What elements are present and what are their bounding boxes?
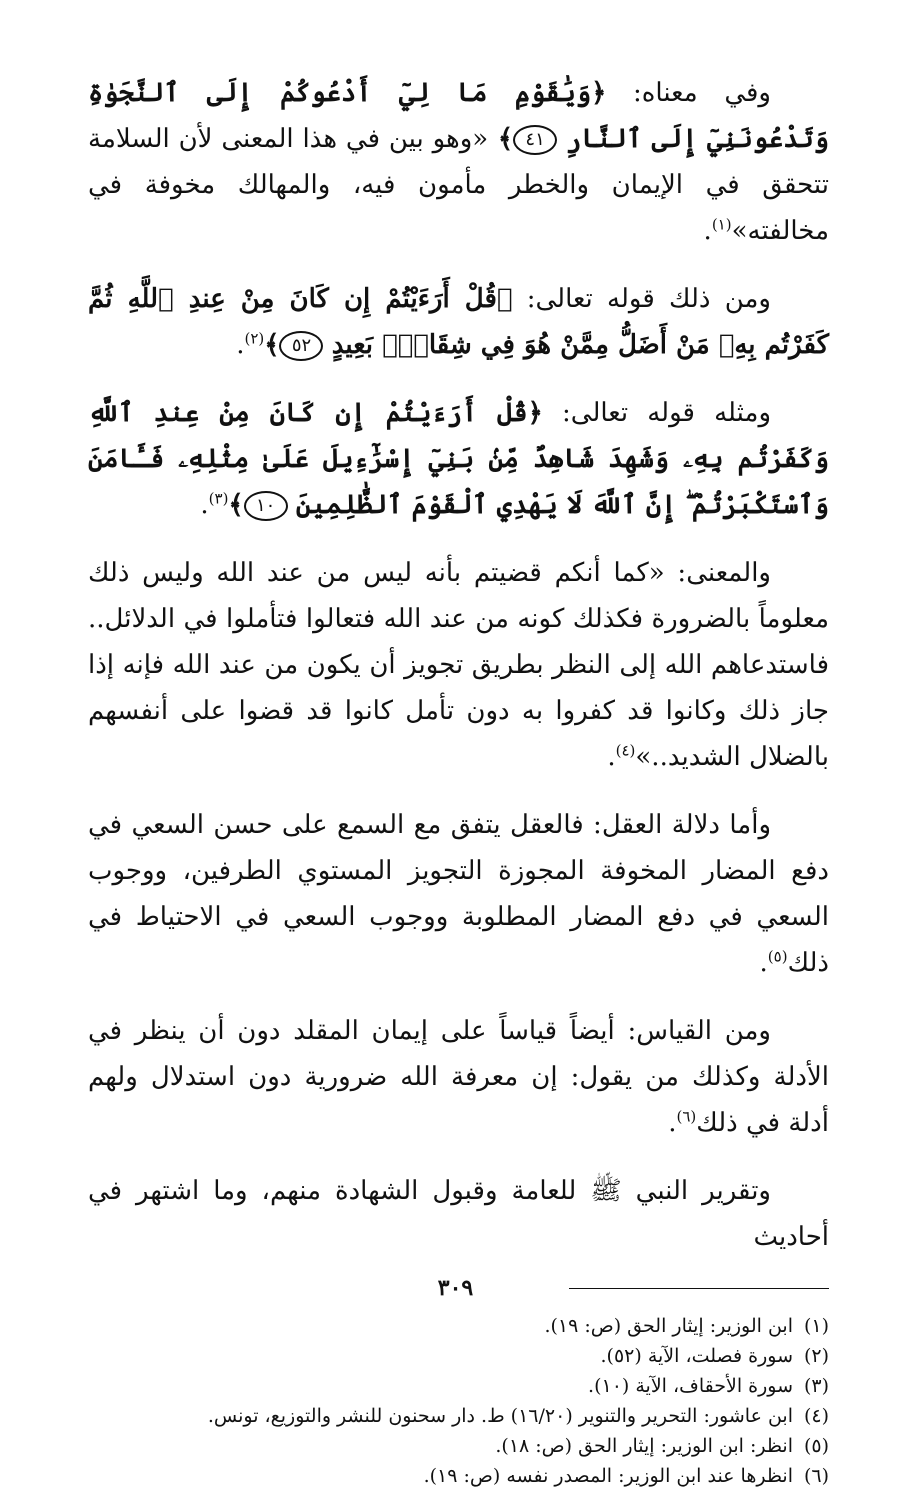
footnote-item <box>88 1371 829 1401</box>
footnote-text: ابن الوزير: إيثار الحق (ص: ١٩). <box>544 1315 793 1337</box>
ayah-number: ٤١ <box>513 125 557 155</box>
paragraph-4 <box>88 550 829 780</box>
footnote-number: (٢) <box>803 1345 829 1367</box>
footnote-ref[interactable]: (١) <box>711 215 732 234</box>
paragraph-6 <box>88 1008 829 1146</box>
paragraph-text: والمعنى: «كما أنكم قضيتم بأنه ليس من عند الله وليس ذلك معلوماً بالضرورة فكذلك كونه من عند الله فتعالوا فتأملوا في الدلائل.. فاستدعاهم الله إلى النظر بطريق تجويز أن يكون من عند الله فإنه إذا جاز ذلك وكانوا قد كفروا به دون تأمل كانوا قد قضوا على أنفسهم بالضلال الشديد..» <box>88 558 829 772</box>
paragraph-intro: وفي معناه: <box>606 78 771 108</box>
page-number: ٣٠٩ <box>437 1275 474 1301</box>
paragraph-end: . <box>759 948 768 978</box>
paragraph-text: وتقرير النبي ﷺ للعامة وقبول الشهادة منهم، وما اشتهر في أحاديث <box>88 1176 829 1252</box>
paragraph-3 <box>88 390 829 528</box>
footnote-ref[interactable]: (٦) <box>676 1107 697 1126</box>
quran-verse: ﴿وَيَٰقَوْمِ مَا لِيٓ أَدْعُوكُمْ إِلَى ٱلنَّجَوٰةِ وَتَدْعُونَنِيٓ إِلَى ٱلنَّارِ <box>88 78 829 154</box>
footnote-number: (٦) <box>803 1465 829 1487</box>
quran-close: ﴾ <box>488 124 514 154</box>
paragraph-end: . <box>668 1108 677 1138</box>
quran-verse: ﴿قُلْ أَرَءَيْتُمْ إِن كَانَ مِنْ عِندِ ٱللَّهِ ثُمَّ كَفَرْتُم بِهِۦ مَنْ أَضَلُّ مِمَّنْ هُوَ فِي شِقَاقٍۭ بَعِيدٍ <box>88 284 829 360</box>
paragraph-end: . <box>607 742 616 772</box>
quran-close: ﴾ <box>228 490 244 520</box>
footnote-item <box>88 1401 829 1431</box>
footnote-ref[interactable]: (٥) <box>767 947 788 966</box>
footnote-text: انظر: ابن الوزير: إيثار الحق (ص: ١٨). <box>495 1435 793 1457</box>
footnote-text: انظرها عند ابن الوزير: المصدر نفسه (ص: ١٩). <box>423 1465 793 1487</box>
paragraph-end: . <box>236 330 245 360</box>
paragraph-end: . <box>200 490 209 520</box>
paragraph-intro: ومثله قوله تعالى: <box>542 398 771 428</box>
paragraph-5 <box>88 802 829 986</box>
footnote-ref[interactable]: (٤) <box>615 741 636 760</box>
ayah-number: ١٠ <box>244 491 288 521</box>
footnote-item <box>88 1461 829 1491</box>
paragraph-text: ومن القياس: أيضاً قياساً على إيمان المقلد دون أن ينظر في الأدلة وكذلك من يقول: إن معرفة الله ضرورية دون استدلال ولهم أدلة في ذلك <box>88 1016 829 1138</box>
quran-close: ﴾ <box>264 330 280 360</box>
footnote-text: سورة فصلت، الآية (٥٢). <box>600 1345 793 1367</box>
paragraph-text: وأما دلالة العقل: فالعقل يتفق مع السمع على حسن السعي في دفع المضار المخوفة المجوزة التجويز المستوي الطرفين، ووجوب السعي في دفع المضار المطلوبة ووجوب السعي في الاحتياط في ذلك <box>88 810 829 978</box>
footnotes-list <box>88 1311 829 1491</box>
footnote-item <box>88 1341 829 1371</box>
footnote-number: (٥) <box>803 1435 829 1457</box>
footnote-number: (٣) <box>803 1375 829 1397</box>
quran-verse: ﴿قُلْ أَرَءَيْتُمْ إِن كَانَ مِنْ عِندِ ٱللَّهِ وَكَفَرْتُم بِهِۦ وَشَهِدَ شَاهِدٌ مِّنۢ بَنِيٓ إِسْرَٰٓءِيلَ عَلَىٰ مِثْلِهِۦ فَـَٔامَنَ وَٱسْتَكْبَرْتُمْ ۖ إِنَّ ٱللَّهَ لَا يَهْدِي ٱلْقَوْمَ ٱلظَّٰلِمِينَ <box>88 398 829 520</box>
paragraph-1 <box>88 70 829 254</box>
ayah-number: ٥٢ <box>279 331 323 361</box>
paragraph-intro: ومن ذلك قوله تعالى: <box>512 284 771 314</box>
footnote-ref[interactable]: (٣) <box>208 489 229 508</box>
paragraph-end: . <box>703 216 712 246</box>
footnote-text: ابن عاشور: التحرير والتنوير (١٦/٢٠) ط. دار سحنون للنشر والتوزيع، تونس. <box>207 1405 793 1427</box>
footnote-item <box>88 1311 829 1341</box>
paragraph-7 <box>88 1168 829 1260</box>
paragraph-body: «وهو بين في هذا المعنى لأن السلامة تتحقق في الإيمان والخطر مأمون فيه، والمهالك مخوفة في مخالفته» <box>88 124 829 246</box>
footnote-ref[interactable]: (٢) <box>244 329 265 348</box>
paragraph-2 <box>88 276 829 368</box>
footnote-number: (١) <box>803 1315 829 1337</box>
footnote-number: (٤) <box>803 1405 829 1427</box>
footnote-text: سورة الأحقاف، الآية (١٠). <box>588 1375 793 1397</box>
footnote-item <box>88 1431 829 1461</box>
